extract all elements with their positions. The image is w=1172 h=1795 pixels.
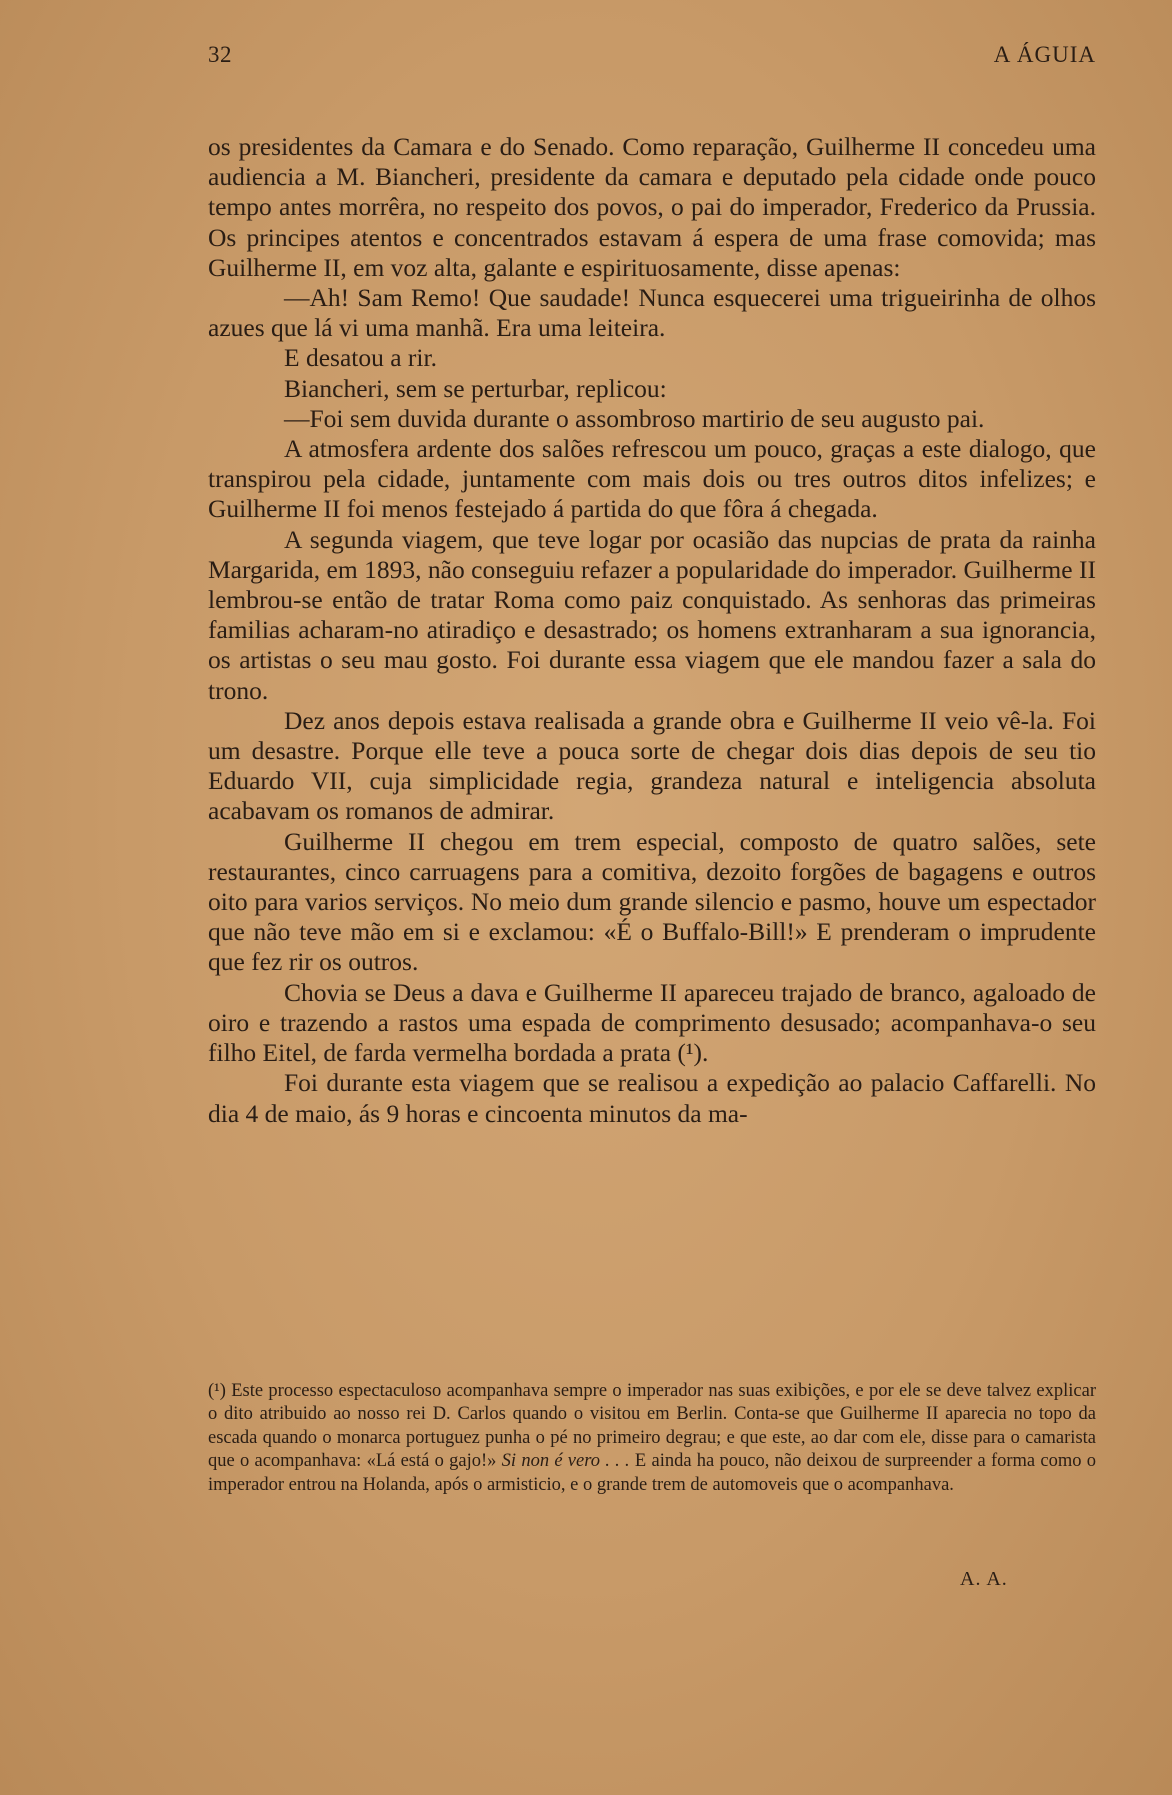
paragraph: Chovia se Deus a dava e Guilherme II apareceu trajado de branco, agaloado de oiro e trazendo a rastos uma espada de comprimento desusado; acompanhava-o seu filho Eitel, de farda vermelha bordada a prata (¹). (208, 977, 1096, 1068)
paragraph: Dez anos depois estava realisada a grande obra e Guilherme II veio vê-la. Foi um desastre. Porque elle teve a pouca sorte de chegar dois dias depois de seu tio Eduardo VII, cuja simplicidade regia, grandeza natural e inteligencia absoluta acabavam os romanos de admirar. (208, 705, 1096, 826)
paragraph: Guilherme II chegou em trem especial, composto de quatro salões, sete restaurantes, cinco carruagens para a comitiva, dezoito forgões de bagagens e outros oito para varios serviços. No meio dum grande silencio e pasmo, houve um espectador que não teve mão em si e exclamou: «É o Buffalo-Bill!» E prenderam o imprudente que fez rir os outros. (208, 826, 1096, 977)
running-title: A ÁGUIA (993, 42, 1096, 67)
paragraph: Foi durante esta viagem que se realisou a expedição ao palacio Caffarelli. No dia 4 de maio, ás 9 horas e cincoenta minutos da ma- (208, 1068, 1096, 1128)
paragraph: os presidentes da Camara e do Senado. Como reparação, Guilherme II concedeu uma audiencia a M. Biancheri, presidente da camara e deputado pela cidade onde pouco tempo antes morrêra, no respeito dos povos, o pai do imperador, Frederico da Prussia. Os principes atentos e concentrados estavam á espera de uma frase comovida; mas Guilherme II, em voz alta, galante e espirituosamente, disse apenas: (208, 132, 1096, 282)
page-number: 32 (208, 42, 232, 67)
footnote-block (208, 1380, 1096, 1497)
footnote-text-continued: E ainda ha pouco, não deixou de surpreender a forma como o imperador entrou na Holanda, após o armisticio, e o grande trem de automoveis que o acompanhava. (208, 1451, 1097, 1495)
paragraph: —Ah! Sam Remo! Que saudade! Nunca esquecerei uma trigueirinha de olhos azues que lá vi uma manhã. Era uma leiteira. (208, 283, 1096, 343)
paragraph: A atmosfera ardente dos salões refrescou um pouco, graças a este dialogo, que transpirou pela cidade, juntamente com mais dois ou tres outros ditos infelizes; e Guilherme II foi menos festejado á partida do que fôra á chegada. (208, 434, 1096, 524)
main-text (208, 132, 1096, 1129)
paragraph: E desatou a rir. (284, 343, 437, 373)
footnote-text: Este processo espectaculoso acompanhava sempre o imperador nas suas exibições, e por ele se deve talvez explicar o dito atribuido ao nosso rei D. Carlos quando o visitou em Berlin. Conta-se que Guilherme II aparecia no topo da escada quando o monarca portuguez punha o pé no primeiro degrau; e que este, ao dar com ele, disse para o camarista que o acompanhava: «Lá está o gajo!» (208, 1381, 1097, 1472)
footnote-marker: (¹) (208, 1381, 226, 1401)
paragraph: Biancheri, sem se perturbar, replicou: (284, 373, 667, 403)
footnote-italic-phrase: Si non é vero . . . (501, 1451, 630, 1472)
paragraph: A segunda viagem, que teve logar por ocasião das nupcias de prata da rainha Margarida, em 1893, não conseguiu refazer a popularidade do imperador. Guilherme II lembrou-se então de tratar Roma como paiz conquistado. As senhoras das primeiras familias acharam-no atiradiço e desastrado; os homens extranharam a sua ignorancia, os artistas o seu mau gosto. Foi durante essa viagem que ele mandou fazer a sala do trono. (208, 524, 1096, 705)
page-header (208, 42, 1096, 82)
footnote (208, 1380, 1096, 1497)
author-initials: A. A. (960, 1568, 1008, 1590)
paragraph: —Foi sem duvida durante o assombroso martirio de seu augusto pai. (284, 403, 985, 433)
